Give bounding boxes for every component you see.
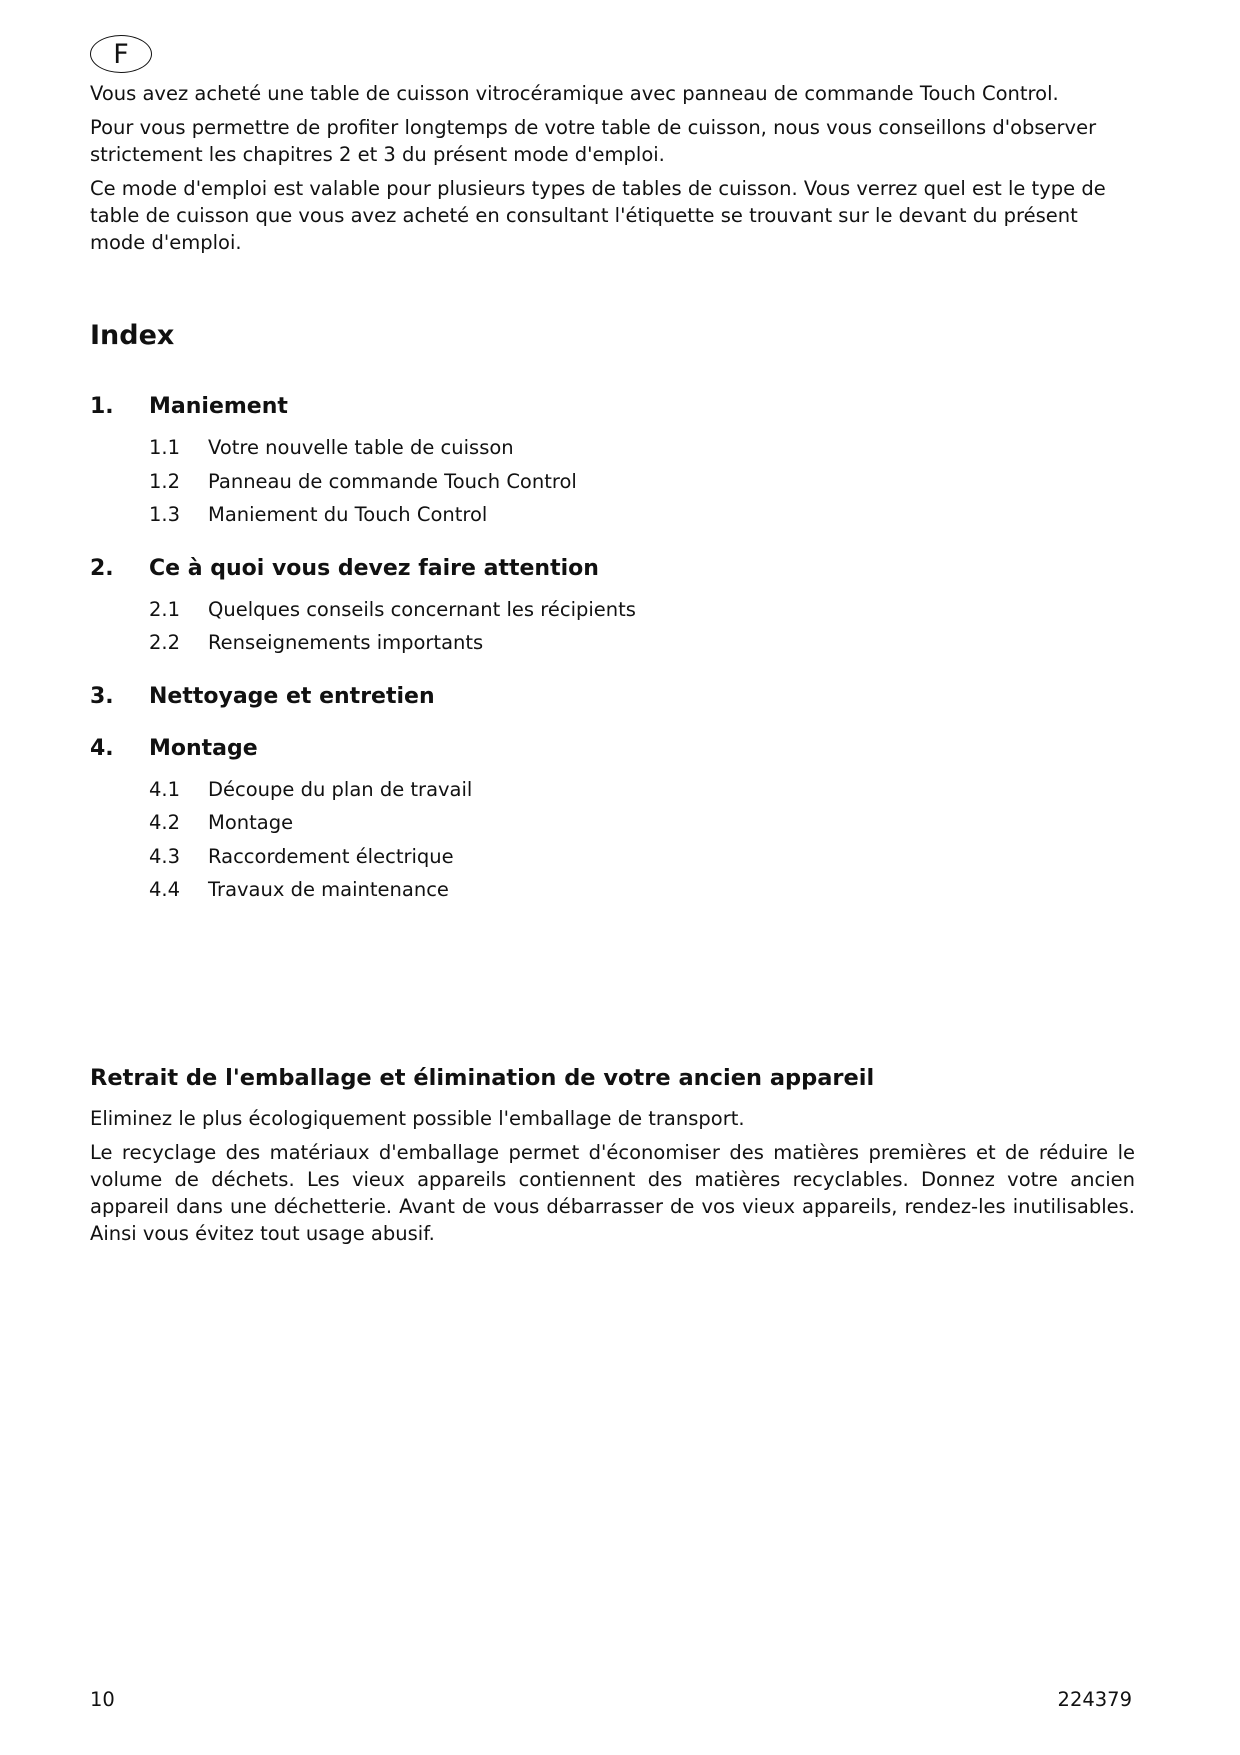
- toc-chapter-heading: [90, 682, 1130, 712]
- toc-subsection-label: Maniement du Touch Control: [208, 503, 488, 526]
- language-badge: F: [90, 35, 152, 73]
- toc-subsection-number: 4.4: [149, 878, 181, 901]
- toc-chapter-heading: [90, 392, 1130, 422]
- toc-subsection-number: 4.2: [149, 811, 181, 834]
- toc-subsection: [149, 465, 1130, 499]
- toc-subsection-label: Travaux de maintenance: [208, 878, 449, 901]
- section-title: Retrait de l'emballage et élimination de votre ancien appareil: [90, 1065, 875, 1091]
- toc-subsection-number: 2.2: [149, 631, 181, 654]
- toc-subsection-number: 1.3: [149, 503, 181, 526]
- toc-chapter-heading: [90, 554, 1130, 584]
- intro-paragraph: Vous avez acheté une table de cuisson vitrocéramique avec panneau de commande Touch Control.: [90, 82, 1059, 105]
- toc-chapter: [90, 682, 1130, 712]
- toc-chapter: [90, 392, 1130, 532]
- packaging-disposal-section: [90, 1063, 1135, 1254]
- toc-subsection: [149, 840, 1130, 874]
- section-paragraph: Eliminez le plus écologiquement possible l'emballage de transport.: [90, 1107, 745, 1130]
- toc-chapter-number: 3.: [90, 683, 114, 709]
- page-number: 10: [90, 1688, 115, 1711]
- toc-subsection-label: Découpe du plan de travail: [208, 777, 473, 801]
- toc-chapter-number: 4.: [90, 735, 114, 761]
- intro-paragraph: Ce mode d'emploi est valable pour plusieurs types de tables de cuisson. Vous verrez quel est le type de table de cuisson que vous avez acheté en consultant l'étiquette se trouvant sur le devant du présent mode d'emploi.: [90, 177, 1106, 254]
- toc-subsection-number: 1.2: [149, 469, 181, 493]
- toc-chapter-title: Maniement: [149, 394, 288, 419]
- intro-paragraph: Pour vous permettre de profiter longtemps de votre table de cuisson, nous vous conseillons d'observer strictement les chapitres 2 et 3 du présent mode d'emploi.: [90, 116, 1097, 166]
- toc-subsection: [149, 593, 1130, 627]
- toc-subsection: [149, 873, 1130, 907]
- toc-subsection-label: Panneau de commande Touch Control: [208, 469, 577, 493]
- toc-chapter: [90, 554, 1130, 660]
- document-number: 224379: [1057, 1688, 1132, 1711]
- toc-subsection-label: Raccordement électrique: [208, 844, 454, 868]
- toc-subsection-label: Votre nouvelle table de cuisson: [208, 436, 514, 459]
- toc-chapter-title: Ce à quoi vous devez faire attention: [149, 555, 599, 581]
- table-of-contents: [90, 392, 1130, 929]
- toc-chapter-number: 2.: [90, 555, 114, 581]
- toc-subsection-number: 4.3: [149, 844, 181, 868]
- toc-chapter: [90, 734, 1130, 907]
- toc-subsection-label: Montage: [208, 811, 294, 834]
- toc-chapter-heading: [90, 734, 1130, 764]
- toc-subsection-number: 2.1: [149, 597, 181, 621]
- toc-chapter-number: 1.: [90, 394, 114, 419]
- section-paragraph: Le recyclage des matériaux d'emballage permet d'économiser des matières premières et de réduire le volume de déchets. Les vieux appareils contiennent des matières recyclables. Donnez votre ancien appareil dans une déchetterie. Avant de vous débarrasser de vos vieux appareils, rendez-les inutilisables. Ainsi vous évitez tout usage abusif.: [90, 1141, 1135, 1245]
- toc-subsection: [149, 626, 1130, 660]
- toc-subsection: [149, 431, 1130, 465]
- toc-subsection: [149, 498, 1130, 532]
- intro-text: [90, 80, 1135, 263]
- toc-subsection: [149, 773, 1130, 807]
- toc-subsection-number: 4.1: [149, 777, 181, 801]
- toc-subsection-number: 1.1: [149, 436, 181, 459]
- index-title: Index: [90, 320, 175, 351]
- toc-subsection: [149, 806, 1130, 840]
- toc-chapter-title: Montage: [149, 735, 258, 761]
- toc-subsection-label: Renseignements importants: [208, 631, 484, 654]
- toc-subsection-label: Quelques conseils concernant les récipients: [208, 597, 636, 621]
- toc-chapter-title: Nettoyage et entretien: [149, 683, 435, 709]
